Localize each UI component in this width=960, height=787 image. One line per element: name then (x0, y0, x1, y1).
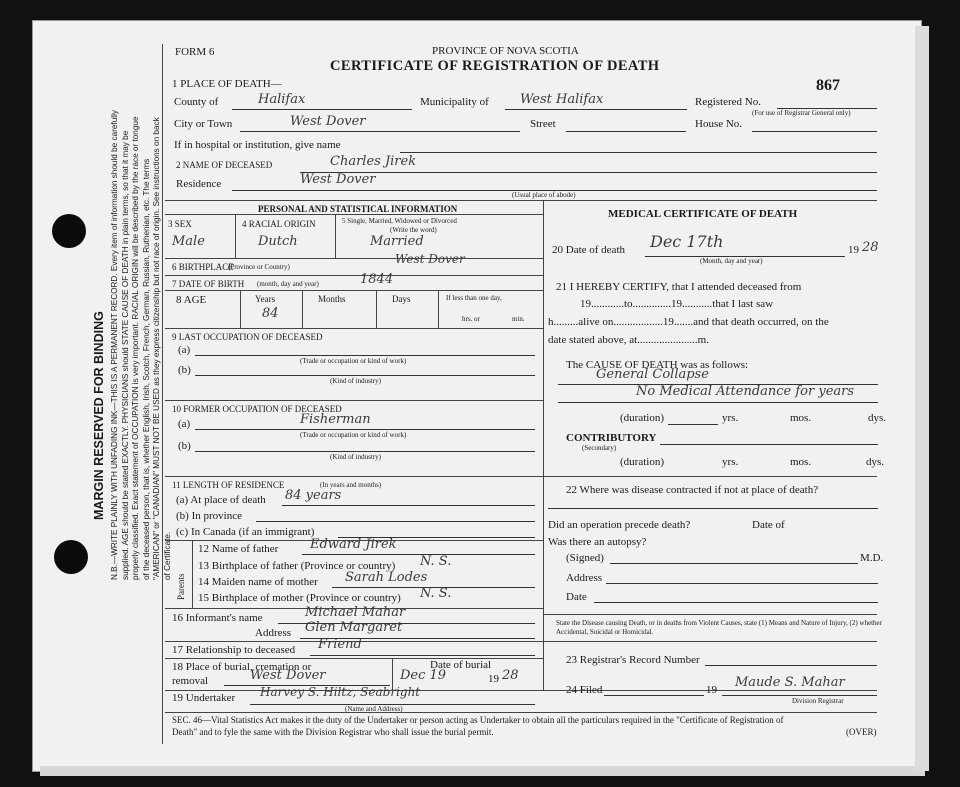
registrar-record-label: 23 Registrar's Record Number (566, 654, 700, 666)
md-label: M.D. (860, 552, 884, 564)
margin-notes: N.B.—WRITE PLAINLY WITH UNFADING INK—THIS IS A PERMANENT RECORD. Every item of information should be carefully supplied. AGE should be stated EXACTLY. PHYSICIANS should STATE CAUSE OF DEATH in plain terms, so that it may be properly classified. Exact statement of OCCUPATION is very important. RACIAL ORIGIN will be described by the race or tongue of the deceased person, that is, whether English, Irish, Scotch, French, German, Russian, Ruthenian, etc. The terms "AMERICAN" or "CANADIAN" MUST NOT BE USED as they express citizenship but not race of origin. See instructions on back of Certificate. (110, 110, 172, 580)
footer-line-1: SEC. 46—Vital Statistics Act makes it the duty of the Undertaker or person acting as Undertaker to obtain all the particulars required in the "Certificate of Registration of (172, 715, 784, 725)
abode-note: (Usual place of abode) (512, 191, 576, 199)
relationship-label: 17 Relationship to deceased (172, 644, 296, 656)
at-place-label: (a) At place of death (176, 494, 266, 506)
months-label: Months (318, 294, 346, 304)
violent-causes-note: State the Disease causing Death, or in deaths from Violent Causes, state (1) Means and Nature of Injury, (2) whether Accidental, Suicidal or Homicidal. (556, 619, 882, 636)
in-canada-label: (c) In Canada (if an immigrant) (176, 526, 315, 538)
undertaker-value: Harvey S. Hiltz, Seabright (260, 685, 421, 699)
cause-value-1: General Collapse (596, 367, 709, 382)
med-date-label: Date (566, 591, 587, 603)
age-label: 8 AGE (176, 294, 207, 306)
filed-label: 24 Filed (566, 684, 603, 696)
parents-side-label: Parents (176, 573, 186, 600)
burial-place-value: West Dover (250, 668, 326, 683)
date-of-label: Date of (752, 519, 785, 531)
mother-birth-label: 15 Birthplace of mother (Province or country) (198, 592, 401, 604)
birthplace-label: 6 BIRTHPLACE (172, 262, 234, 272)
last-occ-b: (b) (178, 364, 191, 376)
dys-label-2: dys. (866, 456, 885, 468)
former-occ-a: (a) (178, 418, 191, 430)
house-no-label: House No. (695, 118, 743, 130)
certificate-title: CERTIFICATE OF REGISTRATION OF DEATH (330, 58, 660, 74)
father-birth-value: N. S. (420, 554, 452, 569)
last-occupation-label: 9 LAST OCCUPATION OF DECEASED (172, 332, 323, 342)
last-occ-industry-note: (Kind of industry) (330, 377, 381, 385)
residence-label: Residence (176, 178, 222, 190)
age-years-value: 84 (262, 306, 279, 321)
certify-line-4: date stated above, at......................m. (548, 334, 709, 346)
place-of-death-label: 1 PLACE OF DEATH— (172, 78, 282, 90)
certify-line-2: 19............to..............19...........that I last saw (580, 298, 774, 310)
dob-label: 7 DATE OF BIRTH (172, 279, 245, 289)
burial-date-label: Date of burial (430, 659, 492, 671)
binding-hole (52, 214, 86, 248)
relationship-value: Friend (318, 637, 362, 652)
duration-label-2: (duration) (620, 456, 664, 468)
city-value: West Dover (290, 114, 366, 129)
secondary-note: (Secondary) (582, 444, 617, 452)
certify-line-3: h.........alive on..................19.......and that death occurred, on the (548, 316, 829, 328)
sex-value: Male (172, 234, 205, 249)
province-title: PROVINCE OF NOVA SCOTIA (432, 45, 579, 57)
margin-notes-wrap (110, 110, 173, 580)
county-label: County of (174, 96, 219, 108)
death-date-note: (Month, day and year) (700, 257, 763, 265)
binding-hole (54, 540, 88, 574)
min-label: min. (512, 315, 525, 323)
birthplace-value: West Dover (395, 252, 465, 266)
mos-label-2: mos. (790, 456, 812, 468)
cause-label: The CAUSE OF DEATH was as follows: (566, 359, 749, 371)
division-registrar-signature: Maude S. Mahar (735, 675, 845, 690)
operation-label: Did an operation precede death? (548, 519, 691, 531)
dys-label: dys. (868, 412, 887, 424)
personal-header: PERSONAL AND STATISTICAL INFORMATION (258, 204, 458, 214)
page-edge-right (915, 26, 929, 771)
margin-rule (162, 44, 163, 744)
last-occ-a: (a) (178, 344, 191, 356)
margin-title: MARGIN RESERVED FOR BINDING (92, 311, 106, 520)
duration-label: (duration) (620, 412, 664, 424)
undertaker-note: (Name and Address) (345, 705, 403, 713)
autopsy-label: Was there an autopsy? (548, 536, 647, 548)
days-label: Days (392, 294, 411, 304)
sex-label: 3 SEX (168, 219, 192, 229)
informant-address-value: Glen Margaret (305, 620, 403, 635)
yrs-label-2: yrs. (722, 456, 739, 468)
county-value: Halifax (258, 92, 306, 107)
at-place-value: 84 years (285, 488, 342, 503)
residence-value: West Dover (300, 172, 376, 187)
former-occupation-value: Fisherman (300, 412, 371, 427)
burial-year-value: 28 (502, 668, 519, 683)
registered-no-label: Registered No. (695, 96, 761, 108)
contributory-label: CONTRIBUTORY (566, 432, 657, 444)
in-province-label: (b) In province (176, 510, 242, 522)
med-address-label: Address (566, 572, 603, 584)
hospital-label: If in hospital or institution, give name (174, 139, 341, 151)
race-value: Dutch (258, 234, 298, 249)
street-label: Street (530, 118, 556, 130)
hrs-label: hrs. or (462, 315, 480, 323)
death-date-value: Dec 17th (650, 232, 724, 251)
mos-label: mos. (790, 412, 812, 424)
burial-place-label: 18 Place of burial, cremation or removal (172, 661, 312, 687)
former-occupation-label: 10 FORMER OCCUPATION OF DECEASED (172, 404, 342, 414)
mother-name-value: Sarah Lodes (345, 570, 428, 585)
page-edge (40, 766, 925, 776)
race-label: 4 RACIAL ORIGIN (242, 219, 316, 229)
registered-number: 867 (816, 77, 840, 94)
mother-name-label: 14 Maiden name of mother (198, 576, 318, 588)
mother-birth-value: N. S. (420, 586, 452, 601)
certify-line-1: 21 I HEREBY CERTIFY, that I attended deceased from (556, 281, 802, 293)
former-occ-b: (b) (178, 440, 191, 452)
footer-line-2: Death" and to fyle the same with the Division Registrar who shall issue the burial permit. (172, 727, 494, 737)
years-label: Years (255, 294, 276, 304)
dob-note: (month, day and year) (257, 280, 319, 288)
former-occ-trade-note: (Trade or occupation or kind of work) (300, 431, 407, 439)
birthplace-note: (Province or Country) (228, 263, 290, 271)
municipality-label: Municipality of (420, 96, 489, 108)
less-than-day-label: If less than one day, (446, 294, 502, 302)
municipality-value: West Halifax (520, 92, 604, 107)
division-registrar-note: Division Registrar (792, 697, 844, 705)
informant-address-label: Address (255, 627, 292, 639)
length-residence-label: 11 LENGTH OF RESIDENCE (172, 480, 285, 490)
burial-date-value: Dec 19 (400, 668, 447, 683)
medical-header: MEDICAL CERTIFICATE OF DEATH (608, 208, 798, 220)
burial-year-prefix: 19 (488, 673, 499, 685)
registrar-only-note: (For use of Registrar General only) (752, 109, 851, 117)
informant-label: 16 Informant's name (172, 612, 263, 624)
father-name-label: 12 Name of father (198, 543, 279, 555)
city-label: City or Town (174, 118, 233, 130)
death-date-label: 20 Date of death (552, 244, 625, 256)
last-occ-trade-note: (Trade or occupation or kind of work) (300, 357, 407, 365)
yrs-label: yrs. (722, 412, 739, 424)
dob-value: 1844 (360, 272, 394, 287)
column-divider (543, 200, 544, 690)
undertaker-label: 19 Undertaker (172, 692, 236, 704)
signed-label: (Signed) (566, 552, 604, 564)
form-number: FORM 6 (175, 46, 215, 58)
death-year-value: 28 (862, 240, 879, 255)
marital-label: 5 Single, Married, Widowed or Divorced (342, 217, 457, 225)
former-occ-industry-note: (Kind of industry) (330, 453, 381, 461)
father-birth-label: 13 Birthplace of father (Province or country) (198, 560, 396, 572)
marital-value: Married (370, 234, 424, 249)
q22-label: 22 Where was disease contracted if not at place of death? (566, 484, 819, 496)
filed-year-prefix: 19 (706, 684, 717, 696)
deceased-name-label: 2 NAME OF DECEASED (176, 160, 273, 170)
cause-value-2: No Medical Attendance for years (636, 384, 855, 399)
father-name-value: Edward Jirek (310, 537, 397, 552)
informant-name-value: Michael Mahar (305, 605, 406, 620)
deceased-name-value: Charles Jirek (330, 154, 417, 169)
footer-over: (OVER) (846, 727, 877, 737)
marital-note: (Write the word) (390, 226, 437, 234)
length-residence-note: (In years and months) (320, 481, 382, 489)
death-year-prefix: 19 (848, 244, 859, 256)
